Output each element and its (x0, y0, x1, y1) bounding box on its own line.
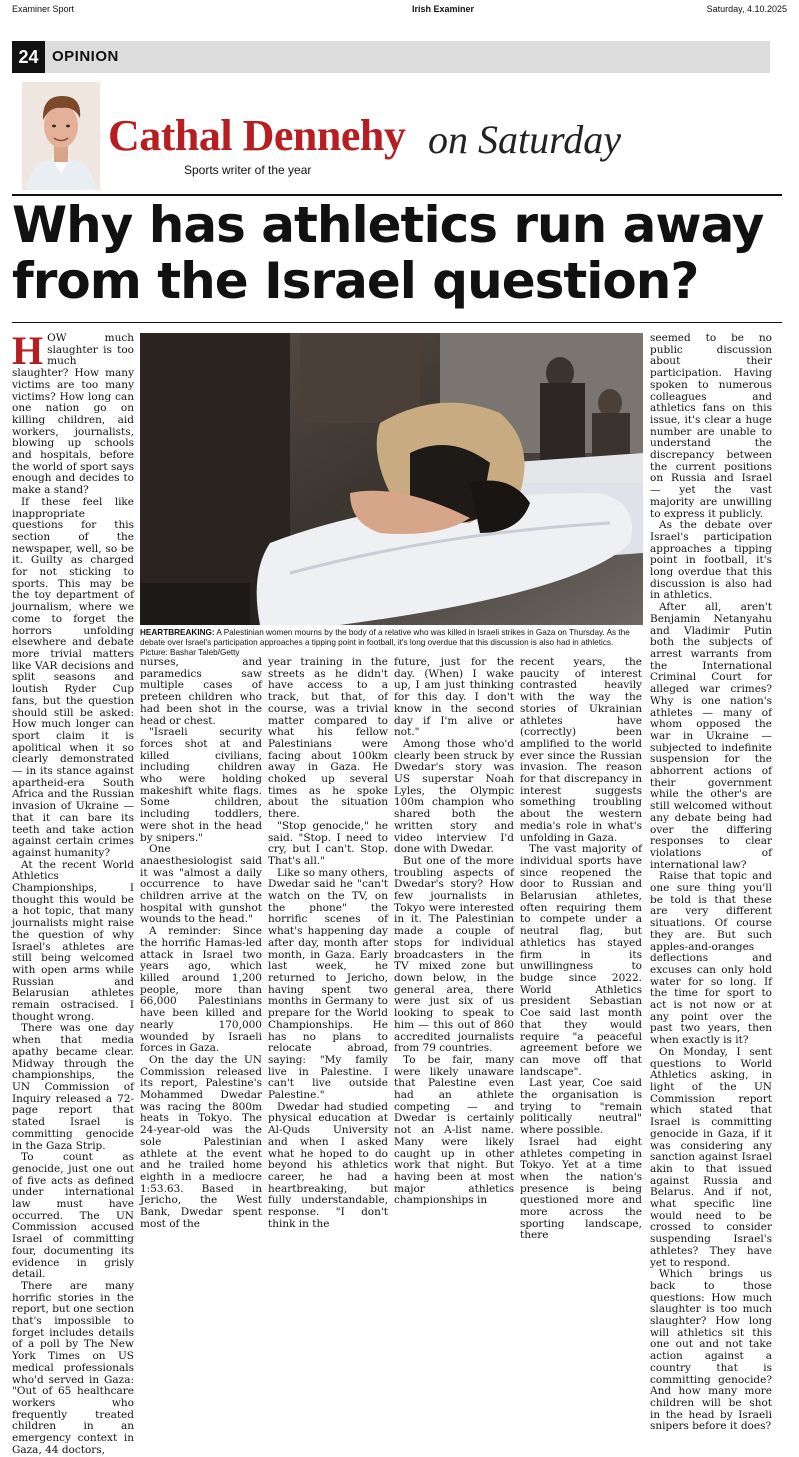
paragraph: Raise that topic and one sure thing you'll be told is that these are very different situations. Of course they are. But such apples-and-oranges deflections and excuses can only hold water for so long. If the time for sport to act is not now or at any point over the past two years, then when exactly is it? (650, 870, 772, 1047)
article-column-1 (12, 328, 135, 1457)
columnist-name: Cathal Dennehy (108, 111, 406, 160)
paragraph: To be fair, many were likely unaware that Palestine even had an athlete competing — and Dwedar is certainly not an A-list name. Many were likely caught up in other work that night. But having been at most major athletics championships in (394, 1053, 514, 1207)
photo-credit: Picture: Bashar Taleb/Getty (140, 648, 240, 657)
article-column-4 (394, 657, 514, 1207)
section-bar (12, 41, 770, 73)
paragraph: seemed to be no public discussion about their participation. Having spoken to numerous colleagues and athletics fans on this issue, it's clear a huge number are unable to understand the discrepancy between the current positions on Russia and Israel — yet the vast majority are unwilling to express it publicly. (650, 332, 772, 520)
headline: Why has athletics run away from the Israel question? (12, 196, 764, 310)
paragraph: "Stop genocide," he said. "Stop. I need to cry, but I can't. Stop. That's all." (268, 819, 388, 867)
section-label: OPINION (52, 48, 119, 65)
paragraph: Among those who'd clearly been struck by Dwedar's story was US superstar Noah Lyles, the Olympic 100m champion who shared both the written story and video interview I'd done with Dwedar. (394, 737, 514, 856)
columnist-photo (22, 82, 100, 190)
article-column-3 (268, 657, 388, 1230)
paragraph: On Monday, I sent questions to World Athletics asking, in light of the UN Commission report which stated that Israel is committing genocide in Gaza, if it was considering any sanction against Israel akin to that issued against Russia and Belarus. And if not, what specific line would need to be crossed to consider suspending Israel's athletes? They have yet to respond. (650, 1045, 772, 1269)
paragraph: nurses, and paramedics saw multiple cases of preteen children who had been shot in the head or chest. (140, 656, 262, 727)
masthead-paper: Irish Examiner (412, 4, 475, 14)
caption-lead: HEARTBREAKING: (140, 628, 215, 637)
caption-text: A Palestinian women mourns by the body of a relative who was killed in Israeli strikes in Gaza on Thursday. As the debate over Israel's participation approaches a tipping point in football, it's long overdue that this discussion is also had in athletics. (140, 628, 630, 647)
paragraph: "Israeli security forces shot at and killed civilians, including children who were holding makeshift white flags. Some children, including toddlers, were shot in the head by snipers." (140, 726, 262, 844)
paragraph: Israel had eight athletes competing in Tokyo. Yet at a time when the nation's presence is being questioned more and more across the sporting landscape, there (520, 1135, 642, 1242)
paragraph: Which brings us back to those questions: How much slaughter is too much slaughter? How long will athletics sit this one out and not take action against a country that is committing genocide? And how many more children will be shot in the head by Israeli snipers before it does? (650, 1268, 772, 1433)
paragraph: After all, aren't Benjamin Netanyahu and Vladimir Putin both the subjects of arrest warrants from the International Criminal Court for alleged war crimes? Why is one nation's athletes — many of whom opposed the war in Ukraine — subjected to indefinite suspension for the abhorrent actions of their government while the other's are still welcomed without any debate being had over the differing responses to clear violations of international law? (650, 601, 772, 871)
masthead-date: Saturday, 4.10.2025 (706, 4, 787, 14)
paragraph: year training in the streets as he didn't have access to a track, but that, of course, was a trivial matter compared to what his fellow Palestinians were facing about 100km away in Gaza. He choked up several times as he spoke about the situation there. (268, 656, 388, 821)
article-column-2 (140, 657, 262, 1230)
article-photo (140, 333, 643, 625)
paragraph: The vast majority of individual sports have since reopened the door to Russian and Belarusian athletes, often requiring them to compete under a neutral flag, but athletics has stayed firm in its unwillingness to budge since 2022. World Athletics president Sebastian Coe said last month that they would require "a peaceful agreement before we can move off that landscape". (520, 843, 642, 1078)
paragraph: recent years, the paucity of interest contrasted heavily with the way the stories of Ukrainian athletes have (correctly) been amplified to the world ever since the Russian invasion. The reason for that discrepancy in interest suggests something troubling about the western media's role in what's unfolding in Gaza. (520, 656, 642, 844)
paragraph: To count as genocide, just one out of five acts as defined under international law must have occurred. The UN Commission accused Israel of committing four, documenting its evidence in grisly detail. (12, 1151, 134, 1281)
photo-mourning-woman (140, 333, 643, 625)
article-column-5 (520, 657, 642, 1242)
photo-caption (140, 628, 643, 658)
paragraph: If these feel like inappropriate questions for this section of the newspaper, well, so be it. Guilty as charged for not sticking to sports. This may be the toy department of journalism, where we come to forget the horrors unfolding elsewhere and debate more trivial matters like VAR decisions and split seasons and loutish Ryder Cup fans, but the question should still be asked: How much longer can sport claim it is apolitical when it so clearly demonstrated — in its stance against apartheid-era South Africa and the Russian invasion of Ukraine — that it can bare its teeth and take action against certain crimes against humanity? (12, 495, 134, 859)
paragraph: There are many horrific stories in the report, but one section that's impossible to forget includes details of a poll by The New York Times on US medical professionals who'd served in Gaza: "Out of 65 healthcare workers who frequently treated children in an emergency context in Gaza, 44 doctors, (12, 1279, 135, 1456)
paragraph: There was one day when that media apathy became clear. Midway through the championships, the UN Commission of Inquiry released a 72-page report that stated Israel is committing genocide in the Gaza Strip. (12, 1022, 134, 1152)
paragraph: On the day the UN Commission released its report, Palestine's Mohammed Dwedar was racing the 800m heats in Tokyo. The 24-year-old was the sole Palestinian athlete at the event and he trailed home eighth in a mediocre 1:53.63. Based in Jericho, the West Bank, Dwedar spent most of the (140, 1053, 262, 1230)
lead-paragraph: HOW much slaughter is too much slaughter? How many victims are too many victims? How long can one nation go on killing children, aid workers, journalists, blowing up schools and hospitals, before the world of sport says enough and decides to make a stand? (12, 328, 134, 497)
paragraph: But one of the more troubling aspects of Dwedar's story? How few journalists in Tokyo were interested in it. The Palestinian made a couple of stops for individual broadcasters in the TV mixed zone but down below, in the general area, there were just six of us looking to speak to him — this out of 860 accredited journalists from 79 countries. (394, 854, 514, 1055)
masthead (12, 4, 787, 18)
paragraph: Last year, Coe said the organisation is trying to "remain politically neutral" where possible. (520, 1077, 642, 1137)
article-column-6 (650, 333, 772, 1433)
paragraph: Dwedar had studied physical education at Al-Quds University and when I asked what he hoped to do beyond his athletics career, he had a heartbreaking, but fully understandable, response. "I don't think in the (268, 1100, 388, 1230)
paragraph: future, just for the day. (When) I wake up, I am just thinking for this day. I don't know in the second day if I'm alive or not." (394, 656, 514, 739)
drop-cap: H (12, 328, 44, 373)
columnist-byline: Sports writer of the year (184, 163, 312, 177)
paragraph: Like so many others, Dwedar said he "can't watch on the TV, on the phone" the horrific scenes of what's happening day after day, month after month, in Gaza. Early last week, he returned to Jericho, having spent two months in Germany to prepare for the World Championships. He has no plans to relocate abroad, saying: "My family live in Palestine. I can't live outside Palestine." (268, 866, 388, 1102)
paragraph: As the debate over Israel's participation approaches a tipping point in football, it's long overdue that this discussion is also had in athletics. (650, 519, 772, 602)
paragraph: A reminder: Since the horrific Hamas-led attack in Israel two years ago, which killed around 1,200 people, more than 66,000 Palestinians have been killed and nearly 170,000 wounded by Israeli forces in Gaza. (140, 925, 262, 1055)
headline-rule (12, 322, 782, 323)
masthead-section: Examiner Sport (12, 4, 75, 14)
paragraph: At the recent World Athletics Championships, I thought this would be a hot topic, that many journalists might raise the question of why Israel's athletes are still being welcomed with open arms while Russian and Belarusian athletes remain ostracised. I thought wrong. (12, 858, 134, 1023)
paragraph: One anaesthesiologist said it was "almost a daily occurrence to have children arrive at the hospital with gunshot wounds to the head." (140, 843, 262, 926)
column-title-suffix: on Saturday (428, 117, 621, 162)
page-number: 24 (12, 41, 45, 73)
